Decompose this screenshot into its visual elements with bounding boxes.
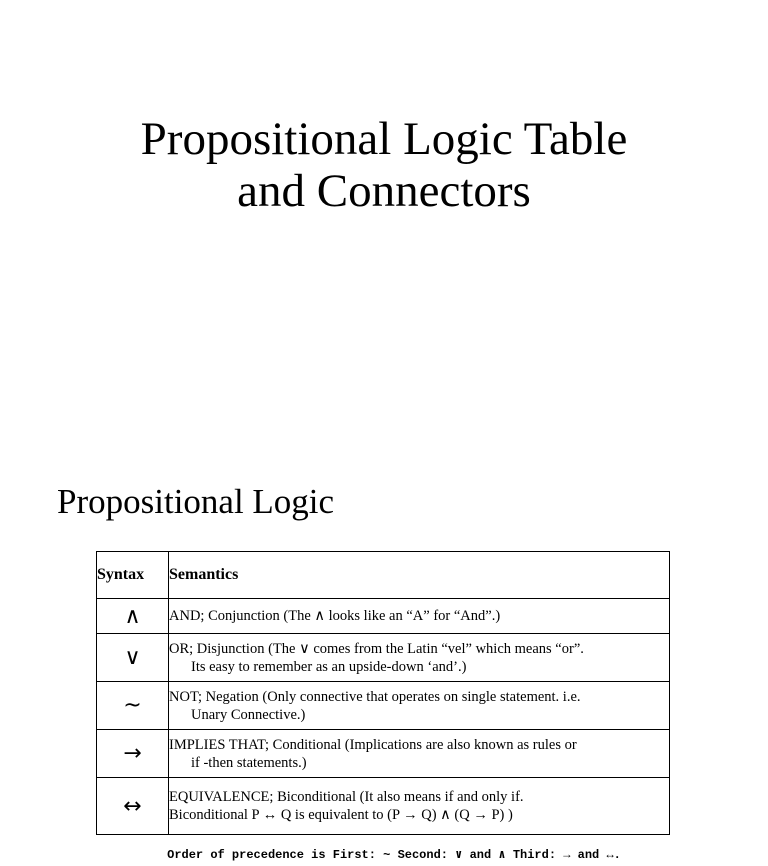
and-semantics: [169, 599, 670, 634]
semantics-line-1: OR; Disjunction (The ∨ comes from the Latin “vel” which means “or”.: [169, 640, 584, 657]
semantics-line-1: AND; Conjunction (The ∧ looks like an “A” for “And”.): [169, 608, 501, 624]
title-line-2: and Connectors: [237, 165, 531, 217]
implies-semantics: [169, 730, 670, 778]
table-row: [97, 599, 670, 634]
or-semantics: [169, 634, 670, 682]
table-row: [97, 682, 670, 730]
not-semantics: [169, 682, 670, 730]
page-title: [0, 113, 768, 217]
and-symbol: ∧: [97, 599, 169, 634]
table-row: [97, 730, 670, 778]
equivalence-symbol: ↔: [97, 778, 169, 835]
implies-symbol: →: [97, 730, 169, 778]
semantics-line-1: IMPLIES THAT; Conditional (Implications are also known as rules or: [169, 736, 577, 753]
or-symbol: ∨: [97, 634, 169, 682]
section-title: Propositional Logic: [57, 482, 335, 521]
semantics-line-2: Biconditional P ↔ Q is equivalent to (P → Q) ∧ (Q → P) ): [169, 807, 513, 823]
semantics-line-2: Its easy to remember as an upside-down ‘and’.): [191, 658, 467, 675]
table-row: [97, 778, 670, 835]
table-row: [97, 634, 670, 682]
semantics-line-2: Unary Connective.): [191, 706, 306, 723]
semantics-line-2: if -then statements.): [191, 754, 307, 771]
semantics-line-1: NOT; Negation (Only connective that operates on single statement. i.e.: [169, 688, 581, 705]
precedence-footnote: Order of precedence is First: ~ Second: ∨ and ∧ Third: → and ↔.: [167, 848, 621, 862]
title-line-1: Propositional Logic Table: [140, 113, 628, 165]
semantics-line-1: EQUIVALENCE; Biconditional (It also means if and only if.: [169, 789, 524, 805]
table-header-row: [97, 552, 670, 599]
semantics-header: Semantics: [169, 552, 670, 599]
connectors-table: [96, 551, 670, 835]
not-symbol: ~: [97, 682, 169, 730]
equivalence-semantics: [169, 778, 670, 835]
syntax-header: Syntax: [97, 552, 169, 599]
